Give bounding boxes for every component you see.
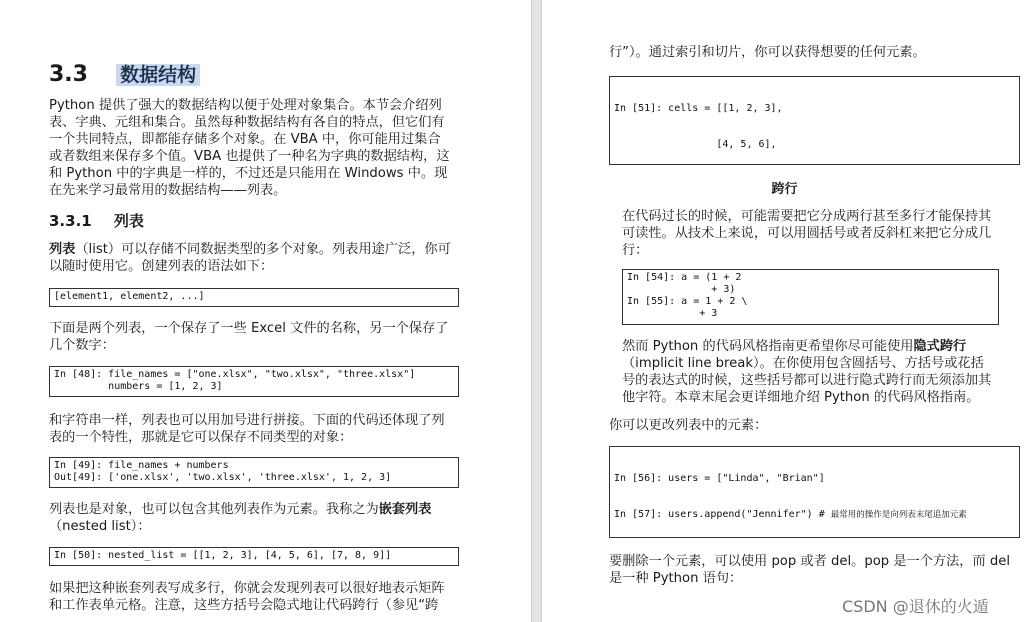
delete-paragraph: [609, 553, 1024, 587]
text-line: [49, 501, 469, 518]
text-line: 以随时使用它。创建列表的语法如下：: [49, 259, 274, 274]
intro-paragraph: [49, 97, 469, 199]
code-comment: 最常用的操作是向列表末尾追加元素: [830, 510, 967, 520]
code-block-51-53: [609, 76, 1020, 165]
section-title: 数据结构: [116, 64, 200, 86]
subsection-number: 3.3.1: [49, 212, 92, 230]
two-lists-paragraph: [49, 320, 469, 354]
code-text: In [51]: cells = [[1, 2, 3],: [614, 103, 783, 114]
text-line: 和字符串一样，列表也可以用加号进行拼接。下面的代码还体现了列: [49, 413, 445, 428]
text-line: 可读性。从技术上来说，可以用圆括号或者反斜杠来把它分成几: [622, 226, 992, 241]
subsection-heading: [49, 210, 144, 231]
text-line: （nested list）：: [49, 519, 151, 534]
text-line: 号的表达式的时候，这些括号都可以进行隐式跨行而无须添加其: [622, 373, 992, 388]
text-line: 在代码过长的时候，可能需要把它分成两行甚至多行才能保持其: [622, 209, 992, 224]
text-line: 和工作表单元格。注意，这些方括号会隐式地让代码跨行（参见“跨: [49, 598, 439, 613]
page-gutter: [531, 0, 542, 622]
code-block-56-58: [609, 446, 1020, 538]
nested-paragraph: [49, 501, 469, 535]
text-line: 表、字典、元组和集合。虽然每种数据结构有各自的特点，但它们有: [49, 115, 445, 130]
right-page: [542, 0, 1027, 622]
text-line: [622, 338, 1022, 355]
code-line: [614, 473, 1015, 485]
section-number: 3.3: [49, 62, 88, 87]
text-line: [49, 241, 469, 258]
text-line: 下面是两个列表，一个保存了一些 Excel 文件的名称，另一个保存了: [49, 321, 449, 336]
text-run: （list）可以存储不同数据类型的多个对象。列表用途广泛，你可: [75, 242, 451, 257]
implicit-break-term: 隐式跨行: [913, 339, 967, 354]
code-line: [614, 509, 1015, 521]
concat-paragraph: [49, 412, 469, 446]
text-line: 行：: [622, 243, 649, 258]
code-text: [4, 5, 6],: [614, 139, 777, 150]
text-line: 要删除一个元素，可以使用 pop 或者 del。pop 是一个方法，而 del: [609, 554, 1010, 569]
sidebar-paragraph: [622, 208, 1022, 259]
text-line: 他字符。本章末尾会更详细地介绍 Python 的代码风格指南。: [622, 390, 980, 405]
text-line: 或者数组来保存多个值。VBA 也提供了一种名为字典的数据结构，这: [49, 149, 450, 164]
modify-line: 你可以更改列表中的元素：: [609, 418, 768, 433]
subsection-title: 列表: [113, 212, 144, 230]
code-text: In [57]: users.append("Jennifer") #: [614, 509, 831, 520]
continued-line: 行”）。通过索引和切片，你可以获得想要的任何元素。: [609, 45, 926, 60]
sidebar-title: 跨行: [771, 182, 798, 197]
code-text: In [56]: users = ["Linda", "Brian"]: [614, 473, 825, 484]
code-block-syntax: [element1, element2, ...]: [49, 288, 459, 307]
text-line: （implicit line break）。在你使用包含圆括号、方括号或花括: [622, 356, 984, 371]
matrix-paragraph: [49, 580, 469, 614]
section-heading: [49, 60, 200, 87]
nested-list-term: 嵌套列表: [378, 502, 432, 517]
list-intro-paragraph: [49, 241, 469, 275]
code-block-48: In [48]: file_names = ["one.xlsx", "two.xlsx", "three.xlsx"] numbers = [1, 2, 3]: [49, 366, 459, 397]
list-term: 列表: [49, 242, 76, 257]
text-line: 是一种 Python 语句：: [609, 571, 743, 586]
text-line: 和 Python 中的字典是一样的，不过还是只能用在 Windows 中。现: [49, 166, 448, 181]
code-line: [614, 139, 1015, 151]
text-line: 表的一个特性，那就是它可以保存不同类型的对象：: [49, 430, 353, 445]
code-line: [614, 103, 1015, 115]
text-line: 如果把这种嵌套列表写成多行，你就会发现列表可以很好地表示矩阵: [49, 581, 445, 596]
code-block-50: In [50]: nested_list = [[1, 2, 3], [4, 5, 6], [7, 8, 9]]: [49, 547, 459, 566]
text-run: 然而 Python 的代码风格指南更希望你尽可能使用: [622, 339, 914, 354]
text-line: Python 提供了强大的数据结构以便于处理对象集合。本节会介绍列: [49, 98, 442, 113]
text-line: 一个共同特点，即都能存储多个对象。在 VBA 中，你可能用过集合: [49, 132, 441, 147]
text-line: 几个数字：: [49, 338, 115, 353]
code-block-49: In [49]: file_names + numbers Out[49]: ['one.xlsx', 'two.xlsx', 'three.xlsx', 1, 2, 3]: [49, 457, 459, 488]
text-line: 在先来学习最常用的数据结构——列表。: [49, 183, 287, 198]
style-guide-paragraph: [622, 338, 1022, 406]
csdn-watermark: CSDN @退休的火遁: [842, 597, 989, 616]
code-block-54-55: In [54]: a = (1 + 2 + 3) In [55]: a = 1 + 2 \ + 3: [622, 269, 999, 325]
text-run: 列表也是对象，也可以包含其他列表作为元素。我称之为: [49, 502, 379, 517]
